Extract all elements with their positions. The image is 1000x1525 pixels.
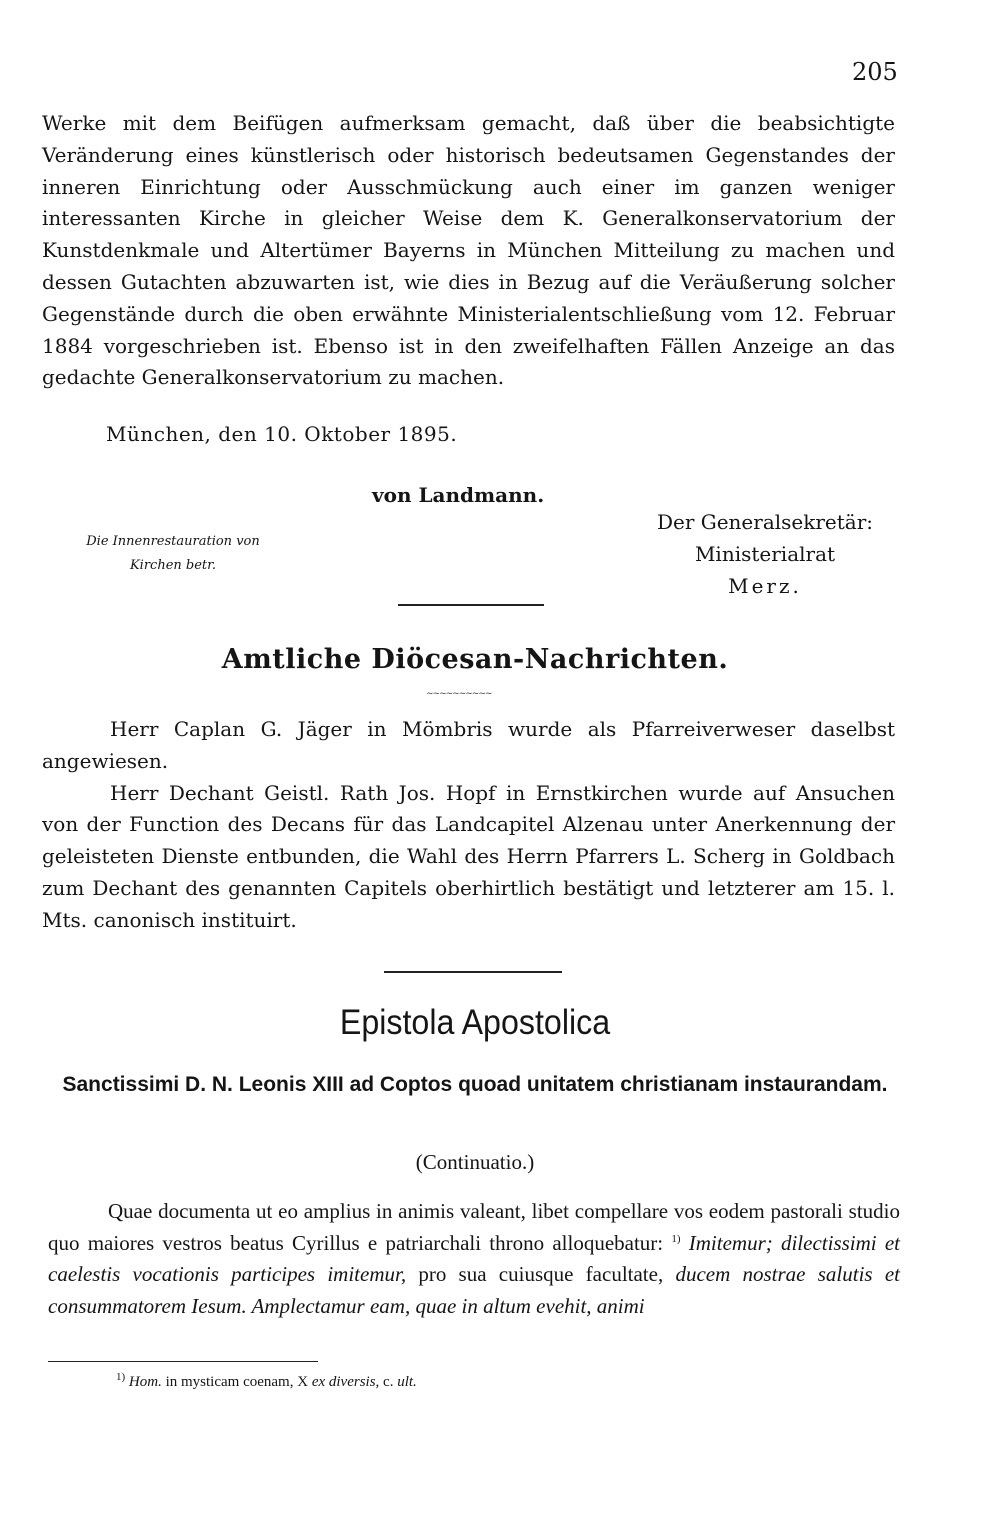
footnote-text-2: c. [383, 1374, 398, 1390]
latin-body-italic-3: Amplectamur eam, quae in altum evehit, animi [251, 1293, 645, 1318]
footnote-rule [48, 1361, 318, 1362]
footnote [116, 1371, 816, 1391]
latin-body-plain-2: pro sua cuiusque facultate, [418, 1262, 676, 1286]
separator-rule [398, 604, 544, 606]
signer-right-rank: Ministerialrat [694, 542, 836, 566]
section-ornament: ~~~~~~~~~~ [426, 689, 492, 699]
footnote-italic: ex diversis, [311, 1374, 384, 1390]
latin-body-plain: Quae documenta ut eo amplius in animis valeant, libet compellare vos eodem pastorali studio quo maiores vestros beatus Cyrillus e patriarchali throno alloquebatur: [48, 1199, 900, 1255]
latin-body-italic-1: Imitemur; dilectissimi et caelestis vocationis participes imitemur, [48, 1230, 901, 1286]
signer-main: von Landmann. [372, 483, 545, 507]
footnote-italic-2: ult. [397, 1374, 417, 1390]
side-note [48, 530, 298, 578]
continuatio-label: (Continuatio.) [415, 1150, 535, 1174]
news-item-2: Herr Dechant Geistl. Rath Jos. Hopf in Ernstkirchen wurde auf Ansuchen von der Function des Decans für das Landcapitel Alzenau unter Anerkennung der geleisteten Dienste entbunden, die Wahl des Herrn Pfarrers L. Scherg in Goldbach zum Dechant des genannten Capitels oberhirtlich bestätigt und letzterer am 15. l. Mts. canonisch instituirt. [42, 780, 895, 932]
latin-body-italic-2: ducem nostrae salutis et consummatorem Iesum. [48, 1262, 900, 1318]
footnote-abbr: Hom. [128, 1374, 166, 1390]
page-number: 205 [852, 58, 898, 86]
footnote-ref: 1) [671, 1232, 681, 1245]
signer-right-title: Der Generalsekretär: [656, 510, 874, 534]
latin-body [48, 1196, 900, 1322]
section-heading: Amtliche Diöcesan-Nachrichten. [221, 644, 729, 675]
signer-right [640, 506, 890, 602]
top-paragraph: Werke mit dem Beifügen aufmerksam gemacht, daß über die beabsichtigte Veränderung eines künstlerisch oder historisch bedeutsamen Gegenstandes der inneren Einrichtung oder Ausschmückung auch einer im ganzen weniger interessanten Kirche in gleicher Weise dem K. Generalkonservatorium der Kunstdenkmale und Altertümer Bayerns in München Mitteilung zu machen und dessen Gutachten abzuwarten ist, wie dies in Bezug auf die Veräußerung solcher Gegenstände durch die oben erwähnte Ministerialentschließung vom 12. Februar 1884 vorgeschrieben ist. Ebenso ist in den zweifelhaften Fällen Anzeige an das gedachte Generalkonservatorium zu machen. [42, 111, 895, 390]
news-block [42, 714, 895, 937]
news-item-1: Herr Caplan G. Jäger in Mömbris wurde als Pfarreiverweser daselbst angewiesen. [42, 717, 895, 773]
footnote-text-1: in mysticam coenam, X [165, 1374, 312, 1390]
signer-right-name: Merz. [728, 574, 802, 598]
separator-rule [384, 971, 562, 973]
epistola-subtitle: Sanctissimi D. N. Leonis XIII ad Coptos quoad unitatem christianam instaurandam. [62, 1073, 888, 1096]
epistola-title: Epistola Apostolica [339, 1003, 611, 1042]
footnote-marker: 1) [116, 1371, 126, 1383]
side-note-line-2: Kirchen betr. [129, 558, 217, 573]
dateline: München, den 10. Oktober 1895. [106, 422, 458, 446]
side-note-line-1: Die Innenrestauration von [86, 534, 260, 549]
